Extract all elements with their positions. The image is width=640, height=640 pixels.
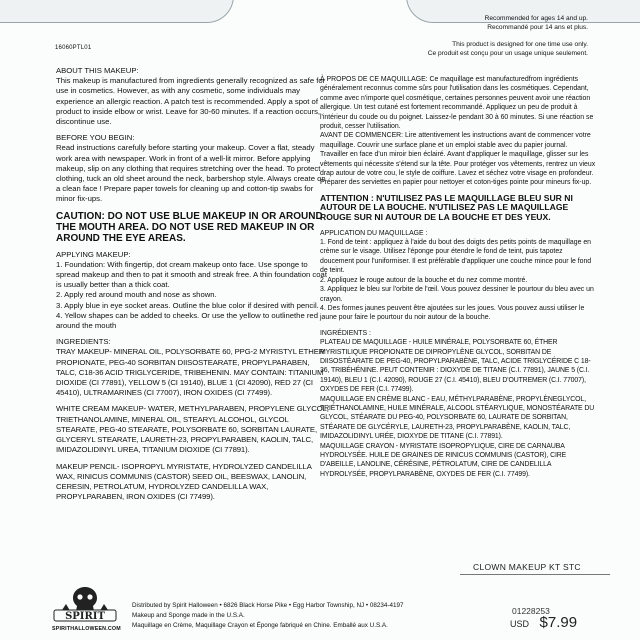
before-title: BEFORE YOU BEGIN: [56,133,135,143]
item-code: 16060PTL01 [55,45,92,51]
ingredient-block-fr: MAQUILLAGE EN CRÈME BLANC - EAU, MÉTHYLPARABÈNE, PROPYLÈNEGLYCOL, TRIÉTHANOLAMINE, HUILE MINÉRALE, ALCOOL STÉARYLIQUE, MONOSTÉARATE DU GLYCOL, STÉARATE DU PEG-40, POLYSORBATE 60, LAURATE DE SORBITAN, STÉARATE DE GLYCÉRYLE, LAURETH-23, PROPYLPARABÈNE, KAOLIN, TALC, IMIDAZOLIDINYL URÉE, DIOXYDE DE TITANE (C.I. 77891). [320,395,595,441]
applying-title: APPLYING MAKEUP: [56,249,131,259]
step-item-fr: 3. Appliquez le bleu sur l'orbite de l'œil. Vous pouvez dessiner le pourtour du bleu avec un crayon. [320,286,594,303]
made-in-line: Makeup and Sponge made in the U.S.A. [132,611,245,619]
step-item-fr: 2. Appliquez le rouge autour de la bouche et du nez comme montré. [320,276,528,284]
single-use-en: This product is designed for one time use only. [452,41,588,48]
english-column [56,66,329,502]
ingredient-block-fr: MAQUILLAGE CRAYON - MYRISTATE ISOPROPYLIQUE, CIRE DE CARNAUBA HYDROLYSÉE. HUILE DE GRAINES DE RINICUS COMMUNIS (CASTOR), CIRE D'ABEILLE, LANOLINE, CÉRÉSINE, PÉTROLATUM, CIRE DE CANDELILLA HYDROLYSÉE, PROPYLPARABÈNE, OXYDES DE FER (C.I. 77499). [320,442,567,478]
ingredient-block: MAKEUP PENCIL- ISOPROPYL MYRISTATE, HYDROLYZED CANDELILLA WAX, RINICUS COMMUNIS (CASTOR) SEED OIL, BEESWAX, LANOLIN, CERESIN, PETROLATUM, HYDROLYZED CANDELILLA WAX, PROPYLPARABEN, IRON OXIDES (CI 77499). [56,461,312,502]
skull-logo-icon [52,586,118,622]
hang-tab-cutout-left [0,0,234,23]
made-in-line-fr: Maquillage en Crème, Maquillage Crayon et Éponge fabriqué en Chine. Emballé aux U.S.A. [132,621,388,629]
distributor-line: Distributed by Spirit Halloween • 6826 Black Horse Pike • Egg Harbor Township, NJ • 08234-4197 [132,602,404,609]
step-item: 3. Apply blue in eye socket areas. Outline the blue color if desired with pencil. [56,300,319,310]
step-item-fr: 4. Des formes jaunes peuvent être ajoutées sur les joues. Vous pouvez aussi utiliser le jaune pour faire le pourtour du noir autour de la bouche. [320,304,585,322]
ingredient-block-fr: PLATEAU DE MAQUILLAGE - HUILE MINÉRALE, POLYSORBATE 60, ÉTHER MYRISTILIQUE PROPIONATE DE DIPROPYLÈNE GLYCOL, SORBITAN DE DIISOSTÉARATE DE PEG-40, PROPYLPARABÈNE, TALC, ACIDE TRIGLYCÉRIDE C 18-36, TRIBÉHÉNINE. PEUT CONTENIR : DIOXYDE DE TITANE (C.I. 77891), JAUNE 5 (C.I. 19140), BLEU 1 (C.I. 42090), ROUGE 27 (C.I. 45410), BLEU D'OUTREMER (C.I. 77007), OXYDES DE FER (C.I. 77499). [320,339,591,394]
age-recommendation-en: Recommended for ages 14 and up. [484,15,588,22]
product-name: CLOWN MAKEUP KT STC [473,562,581,572]
ingredient-block: WHITE CREAM MAKEUP- WATER, METHYLPARABEN, PROPYLENE GLYCOL, TRIETHANOLAMINE, MINERAL OIL, STEARYL ALCOHOL, GLYCOL STEARATE, PEG-40 STEARATE, POLYSORBATE 60, SORBITAN LAURATE, GLYCERYL STEARATE, LAURETH-23, PROPYLPARABEN, KAOLIN, TALC, IMIDAZOLIDINYL UREA, TITANIUM DIOXIDE (CI 77891). [56,404,329,455]
step-item-fr: 1. Fond de teint : appliquez à l'aide du bout des doigts des petits points de maquillage en crème sur le visage. Utilisez l'éponge pour étendre le fond de teint, puis tapotez doucement pour l'uniformiser. Il est préférable d'appliquer une couche mince pour le fond de teint. [320,239,592,275]
step-item: 1. Foundation: With fingertip, dot cream makeup onto face. Use sponge to spread makeup and then to pat it smooth and streak free. A thin foundation coat is usually better than a thick coat. [56,259,327,290]
age-recommendation-fr: Recommandé pour 14 ans et plus. [487,24,588,31]
price-divider [460,574,610,575]
currency-label: USD [510,619,530,629]
logo-wordmark: SPIRIT [65,611,105,622]
attention-text-fr: ATTENTION : N'UTILISEZ PAS LE MAQUILLAGE BLEU SUR NI AUTOUR DE LA BOUCHE. N'UTILISEZ PAS LE MAQUILLAGE ROUGE SUR NI AUTOUR DE LA BOUCHE ET DES YEUX. [320,192,573,223]
caution-text: CAUTION: DO NOT USE BLUE MAKEUP IN OR AROUND THE MOUTH AREA. DO NOT USE RED MAKEUP IN OR AROUND THE EYE AREAS. [56,210,323,244]
step-item: 2. Apply red around mouth and nose as shown. [56,290,217,300]
about-text: This makeup is manufactured from ingredients generally recognized as safe for use in cosmetics. However, as with any cosmetic, some individuals may experience an allergic reaction. A patch test is recommended. Apply a spot of product to inside elbow or wrist. Leave for 30-60 minutes. If a reaction occurs, discontinue use. [56,76,326,127]
price-tag [510,614,577,631]
ingredients-title: INGREDIENTS: [56,337,111,347]
age-notice [388,14,588,58]
applying-title-fr: APPLICATION DU MAQUILLAGE : [320,229,428,237]
about-text-fr: À PROPOS DE CE MAQUILLAGE: Ce maquillage est manufacturedfrom ingrédients généralement reconnus comme sûrs pour l'utilisation dans les cosmétiques. Cependant, comme avec n'importe quel cosmétique, certaines personnes peuvent avoir une réaction allergique. Un test cutané est fortement recommandé. Appliquez un peu de produit à l'intérieur du coude ou du poignet. Laissez-le pendant 30 à 60 minutes. Si une réaction se produit, cesser l'utilisation. [320,76,594,131]
before-text: Read instructions carefully before starting your makeup. Cover a flat, steady work area with newspaper. Work in front of a well-lit mirror. Before applying makeup, slip on any clothing that requires stretching over the head. To protect clothing, tuck an old sheet around the neck, barbershop style. Always create on a clean face ! Prepare paper towels for cleaning up and cotton-tip swabs for minor fix-ups. [56,143,326,204]
french-column [320,75,596,479]
price-value: $7.99 [539,614,578,631]
ingredient-block: TRAY MAKEUP- MINERAL OIL, POLYSORBATE 60, PPG-2 MYRISTYL ETHER PROPIONATE, PEG-40 SORBITAN DIISOSTEARATE, PROPYLPARABEN, TALC, C18-36 ACID TRIGLYCERIDE, TRIBEHENIN. MAY CONTAIN: TITANIUM DIOXIDE (CI 77891), YELLOW 5 (CI 19140), BLUE 1 (CI 42090), RED 27 (CI 45410), ULTRAMARINES (CI 77007), IRON OXIDES (CI 77499). [56,347,325,398]
distributor-info [132,601,403,630]
single-use-fr: Ce produit est conçu pour un usage unique seulement. [427,50,588,57]
step-item: 4. Yellow shapes can be added to cheeks. Or use the yellow to outlinethe red around the mouth [56,310,318,331]
website-url: SPIRITHALLOWEEN.COM [52,626,121,632]
before-text-fr: AVANT DE COMMENCER: Lire attentivement les instructions avant de commencer votre maquillage. Couvrir une surface plane et un emploi stable avec du papier journal. Travailler en face d'un miroir bien éclairé. Avant d'appliquer le maquillage, glisser sur les vêtements qui nécessite s'étend sur la tête. Pour protéger vos vêtements, rentrez un vieux drap autour de votre cou, le style de coiffure. Lavez et séchez votre visage en profondeur. Préparer des serviettes en papier pour nettoyer et coton-tiges pointe pour mineurs fix-up. [320,132,596,187]
about-title: ABOUT THIS MAKEUP: [56,66,139,75]
ingredients-title-fr: INGRÉDIENTS : [320,329,371,337]
upc-code: 01228253 [512,606,550,616]
